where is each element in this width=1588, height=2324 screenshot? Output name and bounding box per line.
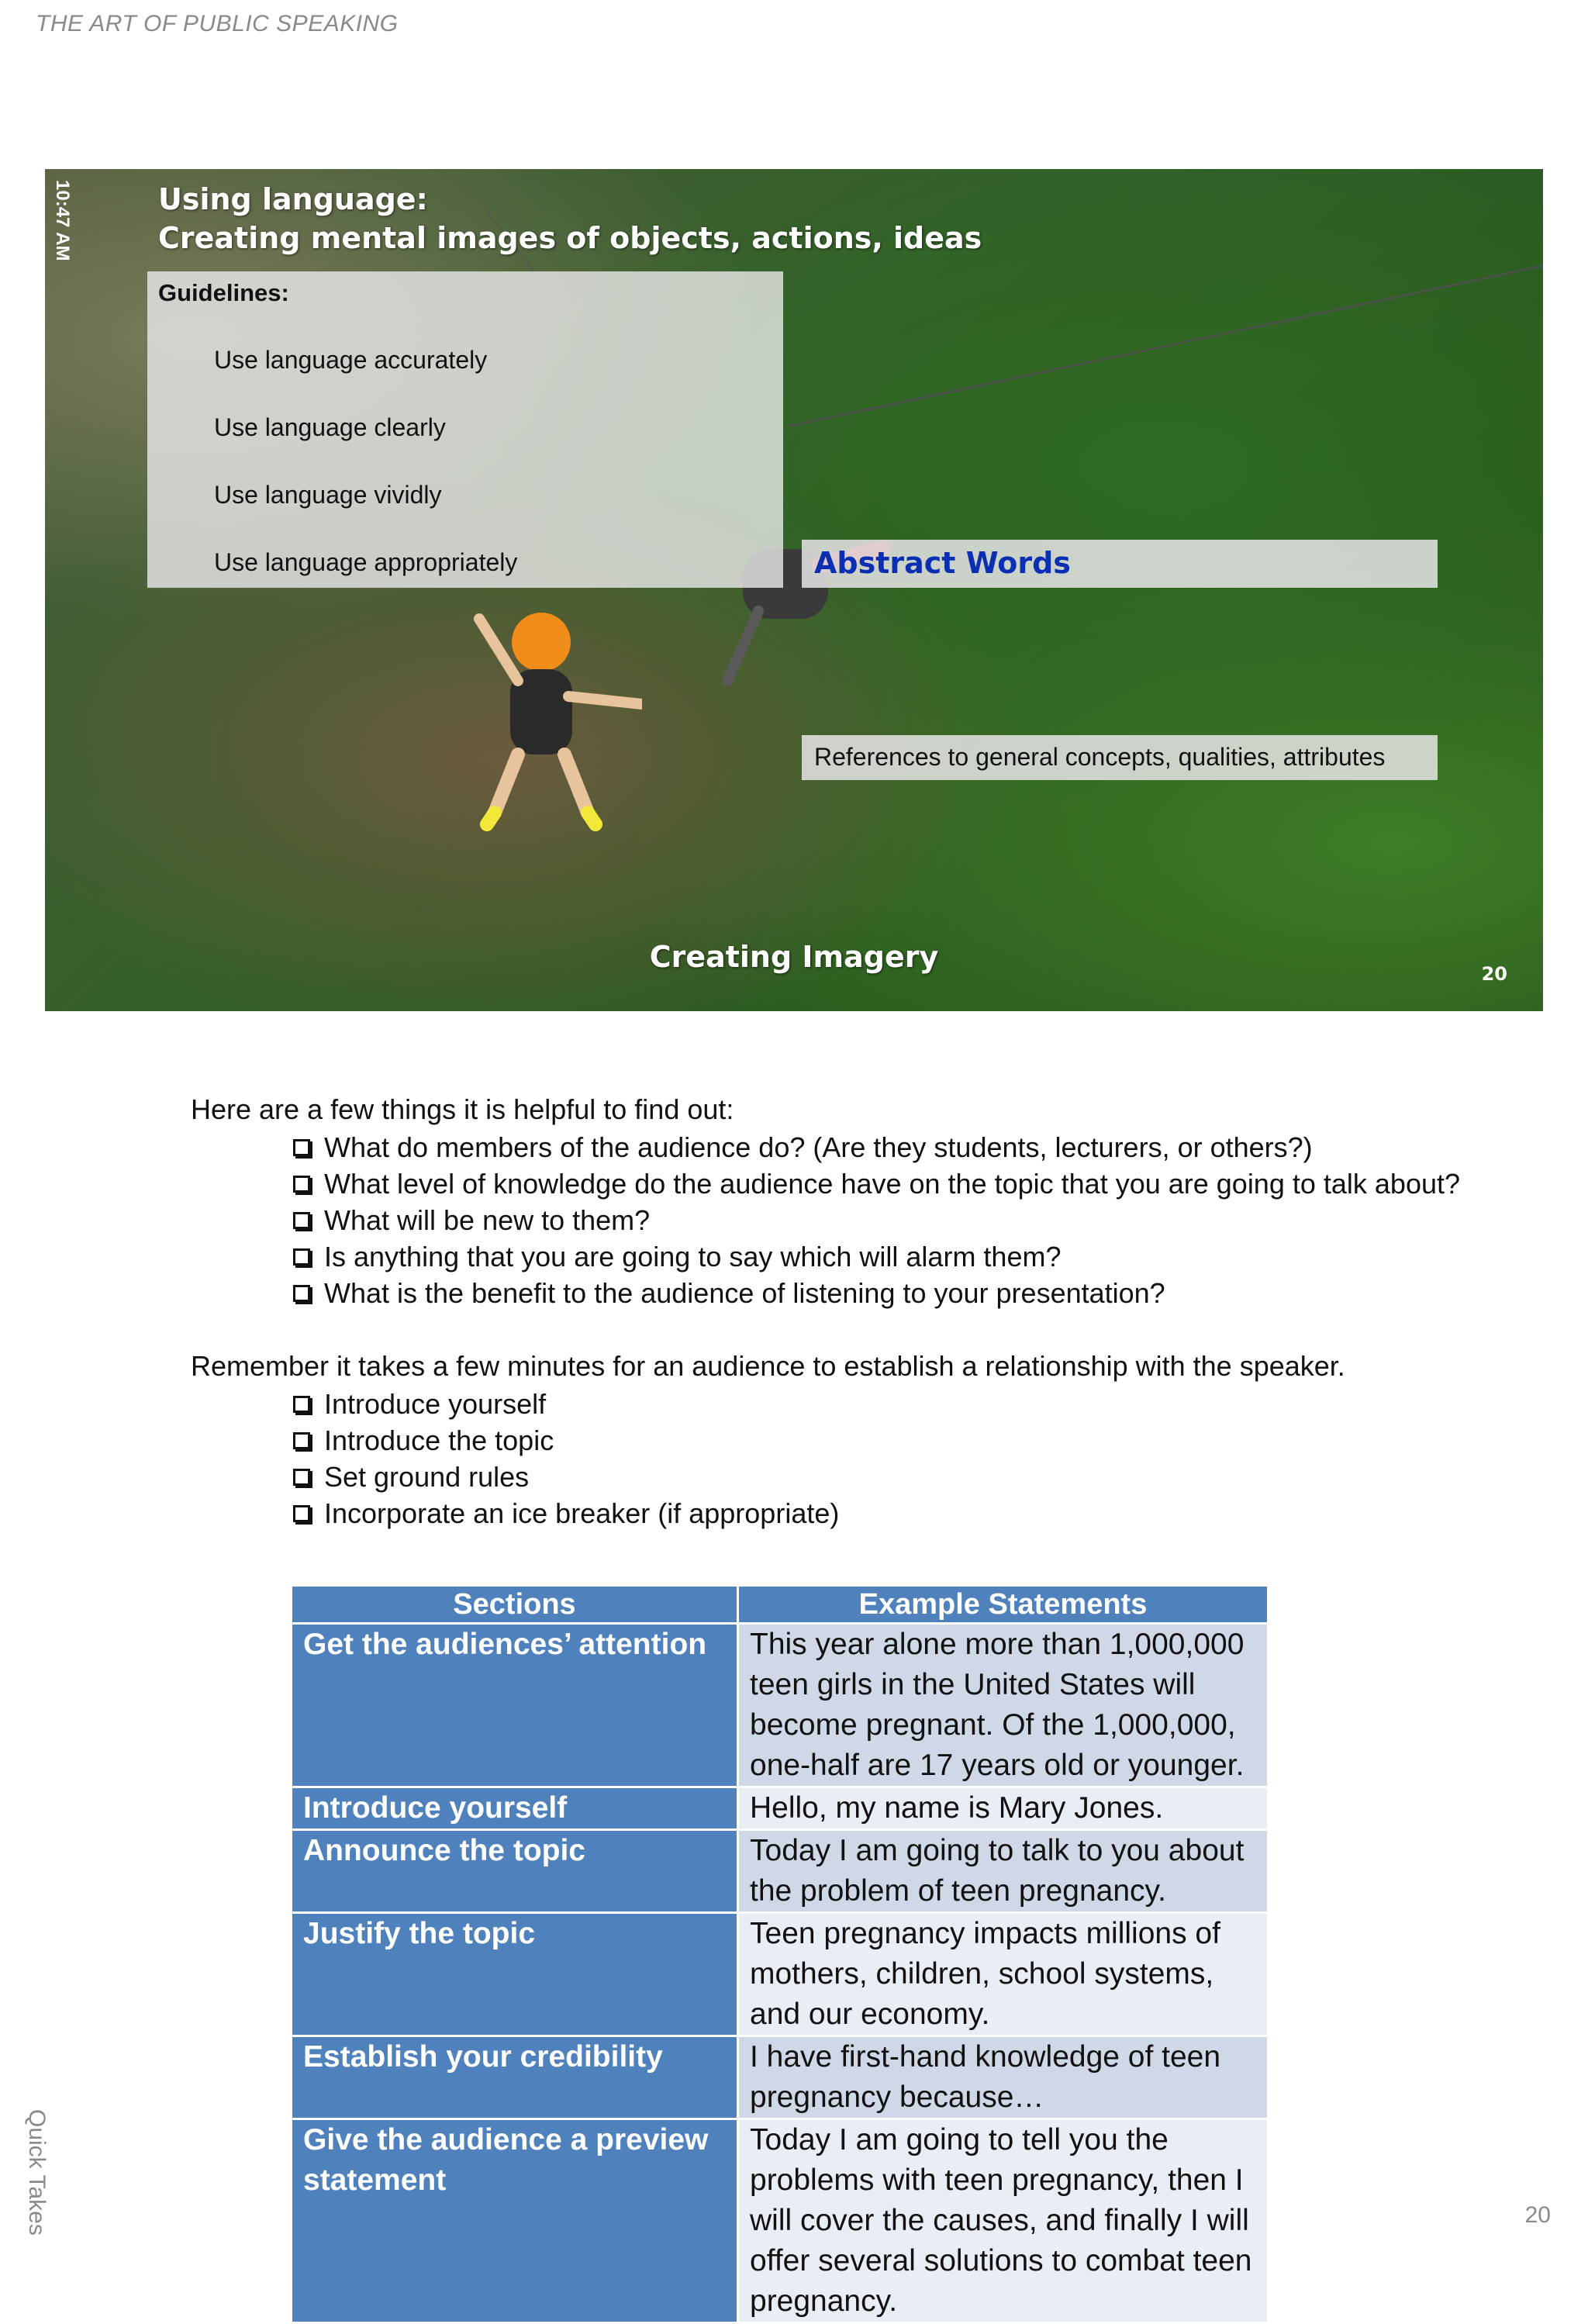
slide-title-line2: Creating mental images of objects, actions, ideas <box>158 221 982 255</box>
checkbox-icon <box>293 1212 310 1229</box>
list-item <box>293 1275 1460 1311</box>
checkbox-icon <box>293 1285 310 1302</box>
checkbox-icon <box>293 1469 310 1486</box>
table-row <box>292 2036 1269 2119</box>
section-cell: Give the audience a preview statement <box>292 2119 738 2323</box>
list-item <box>293 1459 839 1495</box>
zip-line <box>789 264 1543 427</box>
abstract-words-title: Abstract Words <box>814 546 1071 580</box>
page-number: 20 <box>1524 2202 1551 2228</box>
list-item <box>293 1165 1460 1202</box>
section-cell: Establish your credibility <box>292 2036 738 2119</box>
list-item <box>293 1422 839 1459</box>
side-label: Quick Takes <box>24 2109 50 2236</box>
sections-table <box>290 1584 1269 2324</box>
relationship-intro: Remember it takes a few minutes for an audience to establish a relationship with the speaker. <box>191 1350 1345 1382</box>
zipliner-figure-left <box>409 588 642 836</box>
statement-cell: This year alone more than 1,000,000 teen girls in the United States will become pregnant. Of the 1,000,000, one-half are 17 years old or younger. <box>738 1624 1269 1787</box>
table-header-row <box>292 1586 1269 1624</box>
guideline-item: Use language appropriately <box>214 548 518 576</box>
slide-footer: Creating Imagery <box>649 940 939 974</box>
section-cell: Justify the topic <box>292 1913 738 2036</box>
list-item-text: What is the benefit to the audience of listening to your presentation? <box>324 1277 1165 1309</box>
table-row <box>292 1913 1269 2036</box>
list-item-text: Introduce yourself <box>324 1388 547 1420</box>
guideline-item: Use language clearly <box>214 413 446 441</box>
guideline-item: Use language accurately <box>214 346 488 374</box>
table-row <box>292 1624 1269 1787</box>
section-cell: Get the audiences’ attention <box>292 1624 738 1787</box>
statement-cell: Teen pregnancy impacts millions of mothers, children, school systems, and our economy. <box>738 1913 1269 2036</box>
checkbox-icon <box>293 1432 310 1449</box>
statement-cell: Today I am going to talk to you about the problem of teen pregnancy. <box>738 1830 1269 1913</box>
statement-cell: Today I am going to tell you the problems with teen pregnancy, then I will cover the causes, and finally I will offer several solutions to combat teen pregnancy. <box>738 2119 1269 2323</box>
checkbox-icon <box>293 1176 310 1193</box>
relationship-list <box>293 1386 839 1531</box>
table-row <box>292 1830 1269 1913</box>
checkbox-icon <box>293 1139 310 1156</box>
table-row <box>292 2119 1269 2323</box>
table-row <box>292 1787 1269 1830</box>
section-cell: Announce the topic <box>292 1830 738 1913</box>
running-header: THE ART OF PUBLIC SPEAKING <box>36 11 399 36</box>
slide-title-line1: Using language: <box>158 182 428 216</box>
list-item-text: Incorporate an ice breaker (if appropriate) <box>324 1497 840 1529</box>
slide-image <box>45 169 1543 1011</box>
list-item-text: What do members of the audience do? (Are they students, lecturers, or others?) <box>324 1131 1313 1163</box>
list-item <box>293 1129 1460 1165</box>
list-item-text: What level of knowledge do the audience have on the topic that you are going to talk about? <box>324 1168 1461 1200</box>
slide-title <box>158 180 982 257</box>
table-header-statements: Example Statements <box>738 1586 1269 1624</box>
abstract-words-box <box>802 540 1438 588</box>
list-item-text: Set ground rules <box>324 1461 530 1493</box>
guidelines-box <box>147 271 783 588</box>
list-item <box>293 1386 839 1422</box>
checkbox-icon <box>293 1248 310 1266</box>
list-item <box>293 1238 1460 1275</box>
find-out-intro: Here are a few things it is helpful to find out: <box>191 1093 734 1125</box>
statement-cell: Hello, my name is Mary Jones. <box>738 1787 1269 1830</box>
list-item <box>293 1495 839 1531</box>
list-item <box>293 1202 1460 1238</box>
slide-time: 10:47 AM <box>52 180 73 261</box>
find-out-list <box>293 1129 1460 1311</box>
guidelines-heading: Guidelines: <box>158 279 289 306</box>
abstract-definition: References to general concepts, qualities, attributes <box>814 743 1386 771</box>
abstract-definition-box <box>802 735 1438 780</box>
slide-number: 20 <box>1481 963 1507 985</box>
checkbox-icon <box>293 1396 310 1413</box>
section-cell: Introduce yourself <box>292 1787 738 1830</box>
list-item-text: What will be new to them? <box>324 1204 651 1236</box>
table-header-sections: Sections <box>292 1586 738 1624</box>
list-item-text: Is anything that you are going to say which will alarm them? <box>324 1241 1062 1273</box>
checkbox-icon <box>293 1505 310 1522</box>
statement-cell: I have first-hand knowledge of teen pregnancy because… <box>738 2036 1269 2119</box>
list-item-text: Introduce the topic <box>324 1424 554 1456</box>
guideline-item: Use language vividly <box>214 481 442 509</box>
